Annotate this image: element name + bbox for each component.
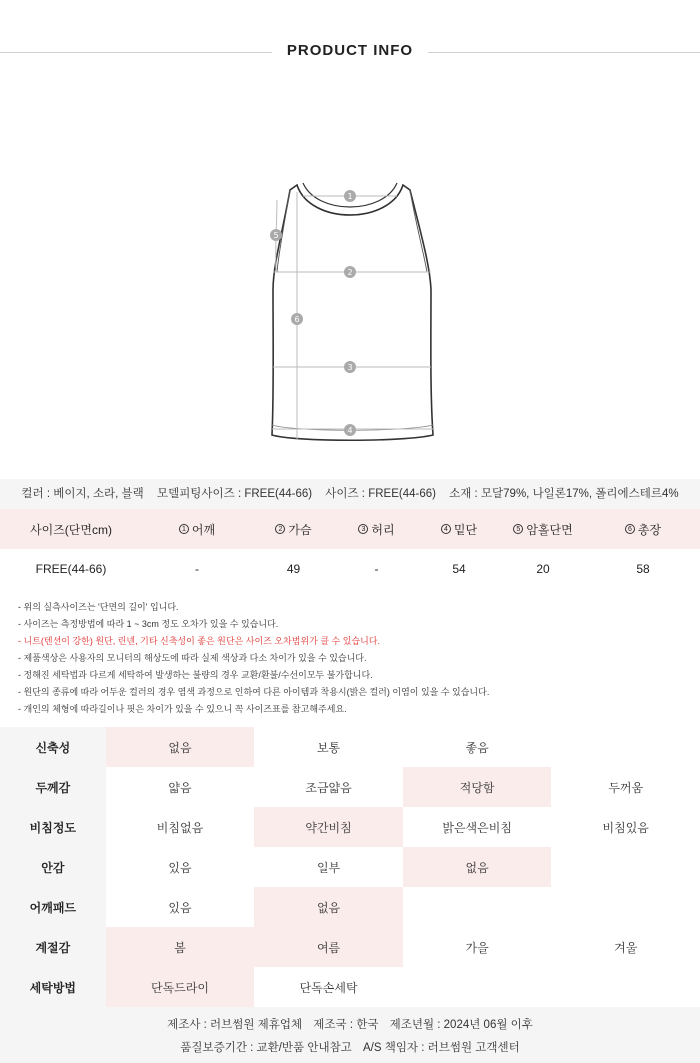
svg-text:1: 1 bbox=[347, 192, 353, 201]
note-line: - 원단의 종류에 따라 어두운 컬러의 경우 염색 과정으로 인하여 다른 아이템과 착용시(밝은 컬러) 이염이 있을 수 있습니다. bbox=[18, 687, 490, 697]
attr-option bbox=[403, 967, 552, 1007]
note-line-warning: - 니트(텐션이 강한) 원단, 린넨, 기타 신축성이 좋은 원단은 사이즈 오차범위가 클 수 있습니다. bbox=[18, 636, 380, 646]
diagram-marker-1 bbox=[344, 190, 356, 202]
attr-option-selected: 적당함 bbox=[403, 767, 552, 807]
attr-option-selected: 단독드라이 bbox=[106, 967, 255, 1007]
size-cell: - bbox=[374, 562, 379, 576]
note-line: - 정해진 세탁법과 다르게 세탁하여 발생하는 불량의 경우 교환/환불/수선이모두 불가합니다. bbox=[18, 670, 373, 680]
attr-row-shoulder-pad bbox=[0, 887, 700, 927]
attr-label: 안감 bbox=[0, 847, 106, 887]
size-header-armhole: 5 암홀단면 bbox=[500, 509, 586, 549]
svg-text:4: 4 bbox=[347, 426, 353, 435]
size-info: 사이즈 : FREE(44-66) bbox=[325, 488, 436, 500]
svg-text:5: 5 bbox=[273, 231, 279, 240]
attr-option: 보통 bbox=[316, 740, 341, 755]
material-info-row bbox=[0, 479, 700, 509]
maker-info: 제조사 : 러브썸원 제휴업체 bbox=[167, 1019, 303, 1031]
diagram-marker-6 bbox=[291, 313, 303, 325]
sleeveless-top-illustration bbox=[255, 170, 445, 450]
size-notes bbox=[18, 599, 688, 718]
attr-option: 있음 bbox=[168, 860, 192, 875]
size-header-label: 사이즈(단면cm) bbox=[30, 522, 112, 537]
attr-option bbox=[551, 967, 700, 1007]
footer-line-2 bbox=[0, 1039, 700, 1055]
attr-option: 일부 bbox=[316, 860, 341, 875]
size-header-shoulder: 1 어깨 bbox=[142, 509, 252, 549]
attr-option-selected: 여름 bbox=[254, 927, 403, 967]
size-header-chest: 2 가슴 bbox=[252, 509, 335, 549]
size-header-waist: 3 허리 bbox=[335, 509, 418, 549]
size-table-header bbox=[0, 509, 700, 549]
attr-option: 비침없음 bbox=[156, 820, 204, 835]
diagram-marker-5 bbox=[270, 229, 282, 241]
size-cell: 20 bbox=[536, 562, 550, 576]
attr-option-selected: 없음 bbox=[106, 727, 255, 767]
attr-label: 신축성 bbox=[0, 727, 106, 767]
note-line: - 개인의 체형에 따라길이나 핏은 차이가 있을 수 있으니 꼭 사이즈표를 참고해주세요. bbox=[18, 704, 347, 714]
size-cell: FREE(44-66) bbox=[35, 562, 107, 576]
attr-option bbox=[551, 727, 700, 767]
country-info: 제조국 : 한국 bbox=[313, 1019, 379, 1031]
attr-row-washing bbox=[0, 967, 700, 1007]
size-cell: - bbox=[195, 562, 199, 576]
footer-line-1 bbox=[0, 1016, 700, 1032]
garment-diagram bbox=[255, 170, 445, 450]
attr-option: 있음 bbox=[168, 900, 192, 915]
attr-row-season bbox=[0, 927, 700, 967]
attr-option: 얇음 bbox=[168, 780, 192, 795]
diagram-marker-3 bbox=[344, 361, 356, 373]
note-line: - 위의 실측사이즈는 '단면의 길이' 입니다. bbox=[18, 602, 179, 612]
attr-option: 겨울 bbox=[614, 940, 638, 955]
size-header-length: 6 총장 bbox=[586, 509, 700, 549]
attr-option: 좋음 bbox=[465, 740, 489, 755]
svg-text:6: 6 bbox=[294, 315, 300, 324]
attr-row-thickness bbox=[0, 767, 700, 807]
header-divider-left bbox=[0, 52, 272, 53]
attr-option: 밝은색은비침 bbox=[442, 820, 512, 835]
color-info: 컬러 : 베이지, 소라, 블랙 bbox=[21, 488, 144, 500]
manufacturer-info bbox=[0, 1007, 700, 1063]
attr-option: 조금얇음 bbox=[305, 780, 352, 795]
attr-row-lining bbox=[0, 847, 700, 887]
diagram-marker-4 bbox=[344, 424, 356, 436]
attr-label: 계절감 bbox=[0, 927, 106, 967]
as-contact-info: A/S 책임자 : 러브썸원 고객센터 bbox=[362, 1042, 520, 1054]
attr-option: 단독손세탁 bbox=[299, 980, 358, 995]
diagram-marker-2 bbox=[344, 266, 356, 278]
size-cell: 58 bbox=[636, 562, 650, 576]
svg-text:3: 3 bbox=[347, 363, 353, 372]
svg-text:2: 2 bbox=[347, 268, 353, 277]
attr-option bbox=[551, 887, 700, 927]
attr-label: 두께감 bbox=[0, 767, 106, 807]
manufacture-date-info: 제조년월 : 2024년 06월 이후 bbox=[389, 1019, 533, 1031]
size-table-row bbox=[0, 549, 700, 589]
attr-option: 비침있음 bbox=[602, 820, 649, 835]
attr-option-selected: 봄 bbox=[106, 927, 255, 967]
attr-option bbox=[403, 887, 552, 927]
size-cell: 54 bbox=[452, 562, 466, 576]
attr-option bbox=[551, 847, 700, 887]
attr-option: 가을 bbox=[465, 940, 489, 955]
note-line: - 제품색상은 사용자의 모니터의 해상도에 따라 실제 색상과 다소 차이가 있을 수 있습니다. bbox=[18, 653, 367, 663]
section-title: PRODUCT INFO bbox=[286, 42, 414, 59]
fabric-info: 소재 : 모달79%, 나일론17%, 폴리에스테르4% bbox=[449, 488, 679, 500]
warranty-info: 품질보증기간 : 교환/반품 안내참고 bbox=[180, 1042, 352, 1054]
attr-option-selected: 없음 bbox=[254, 887, 403, 927]
note-line: - 사이즈는 측정방법에 따라 1 ~ 3cm 정도 오차가 있을 수 있습니다. bbox=[18, 619, 279, 629]
header-divider-right bbox=[428, 52, 700, 53]
attr-row-stretch bbox=[0, 727, 700, 767]
model-size-info: 모델피팅사이즈 : FREE(44-66) bbox=[156, 488, 313, 500]
attr-option: 두꺼움 bbox=[608, 780, 644, 795]
attr-label: 어깨패드 bbox=[0, 887, 106, 927]
size-cell: 49 bbox=[286, 562, 301, 576]
attr-option-selected: 약간비침 bbox=[254, 807, 403, 847]
attr-label: 세탁방법 bbox=[0, 967, 106, 1007]
section-header bbox=[0, 40, 700, 66]
attr-option-selected: 없음 bbox=[403, 847, 552, 887]
attr-row-sheerness bbox=[0, 807, 700, 847]
size-header-hem: 4 밑단 bbox=[418, 509, 500, 549]
attr-label: 비침정도 bbox=[0, 807, 106, 847]
